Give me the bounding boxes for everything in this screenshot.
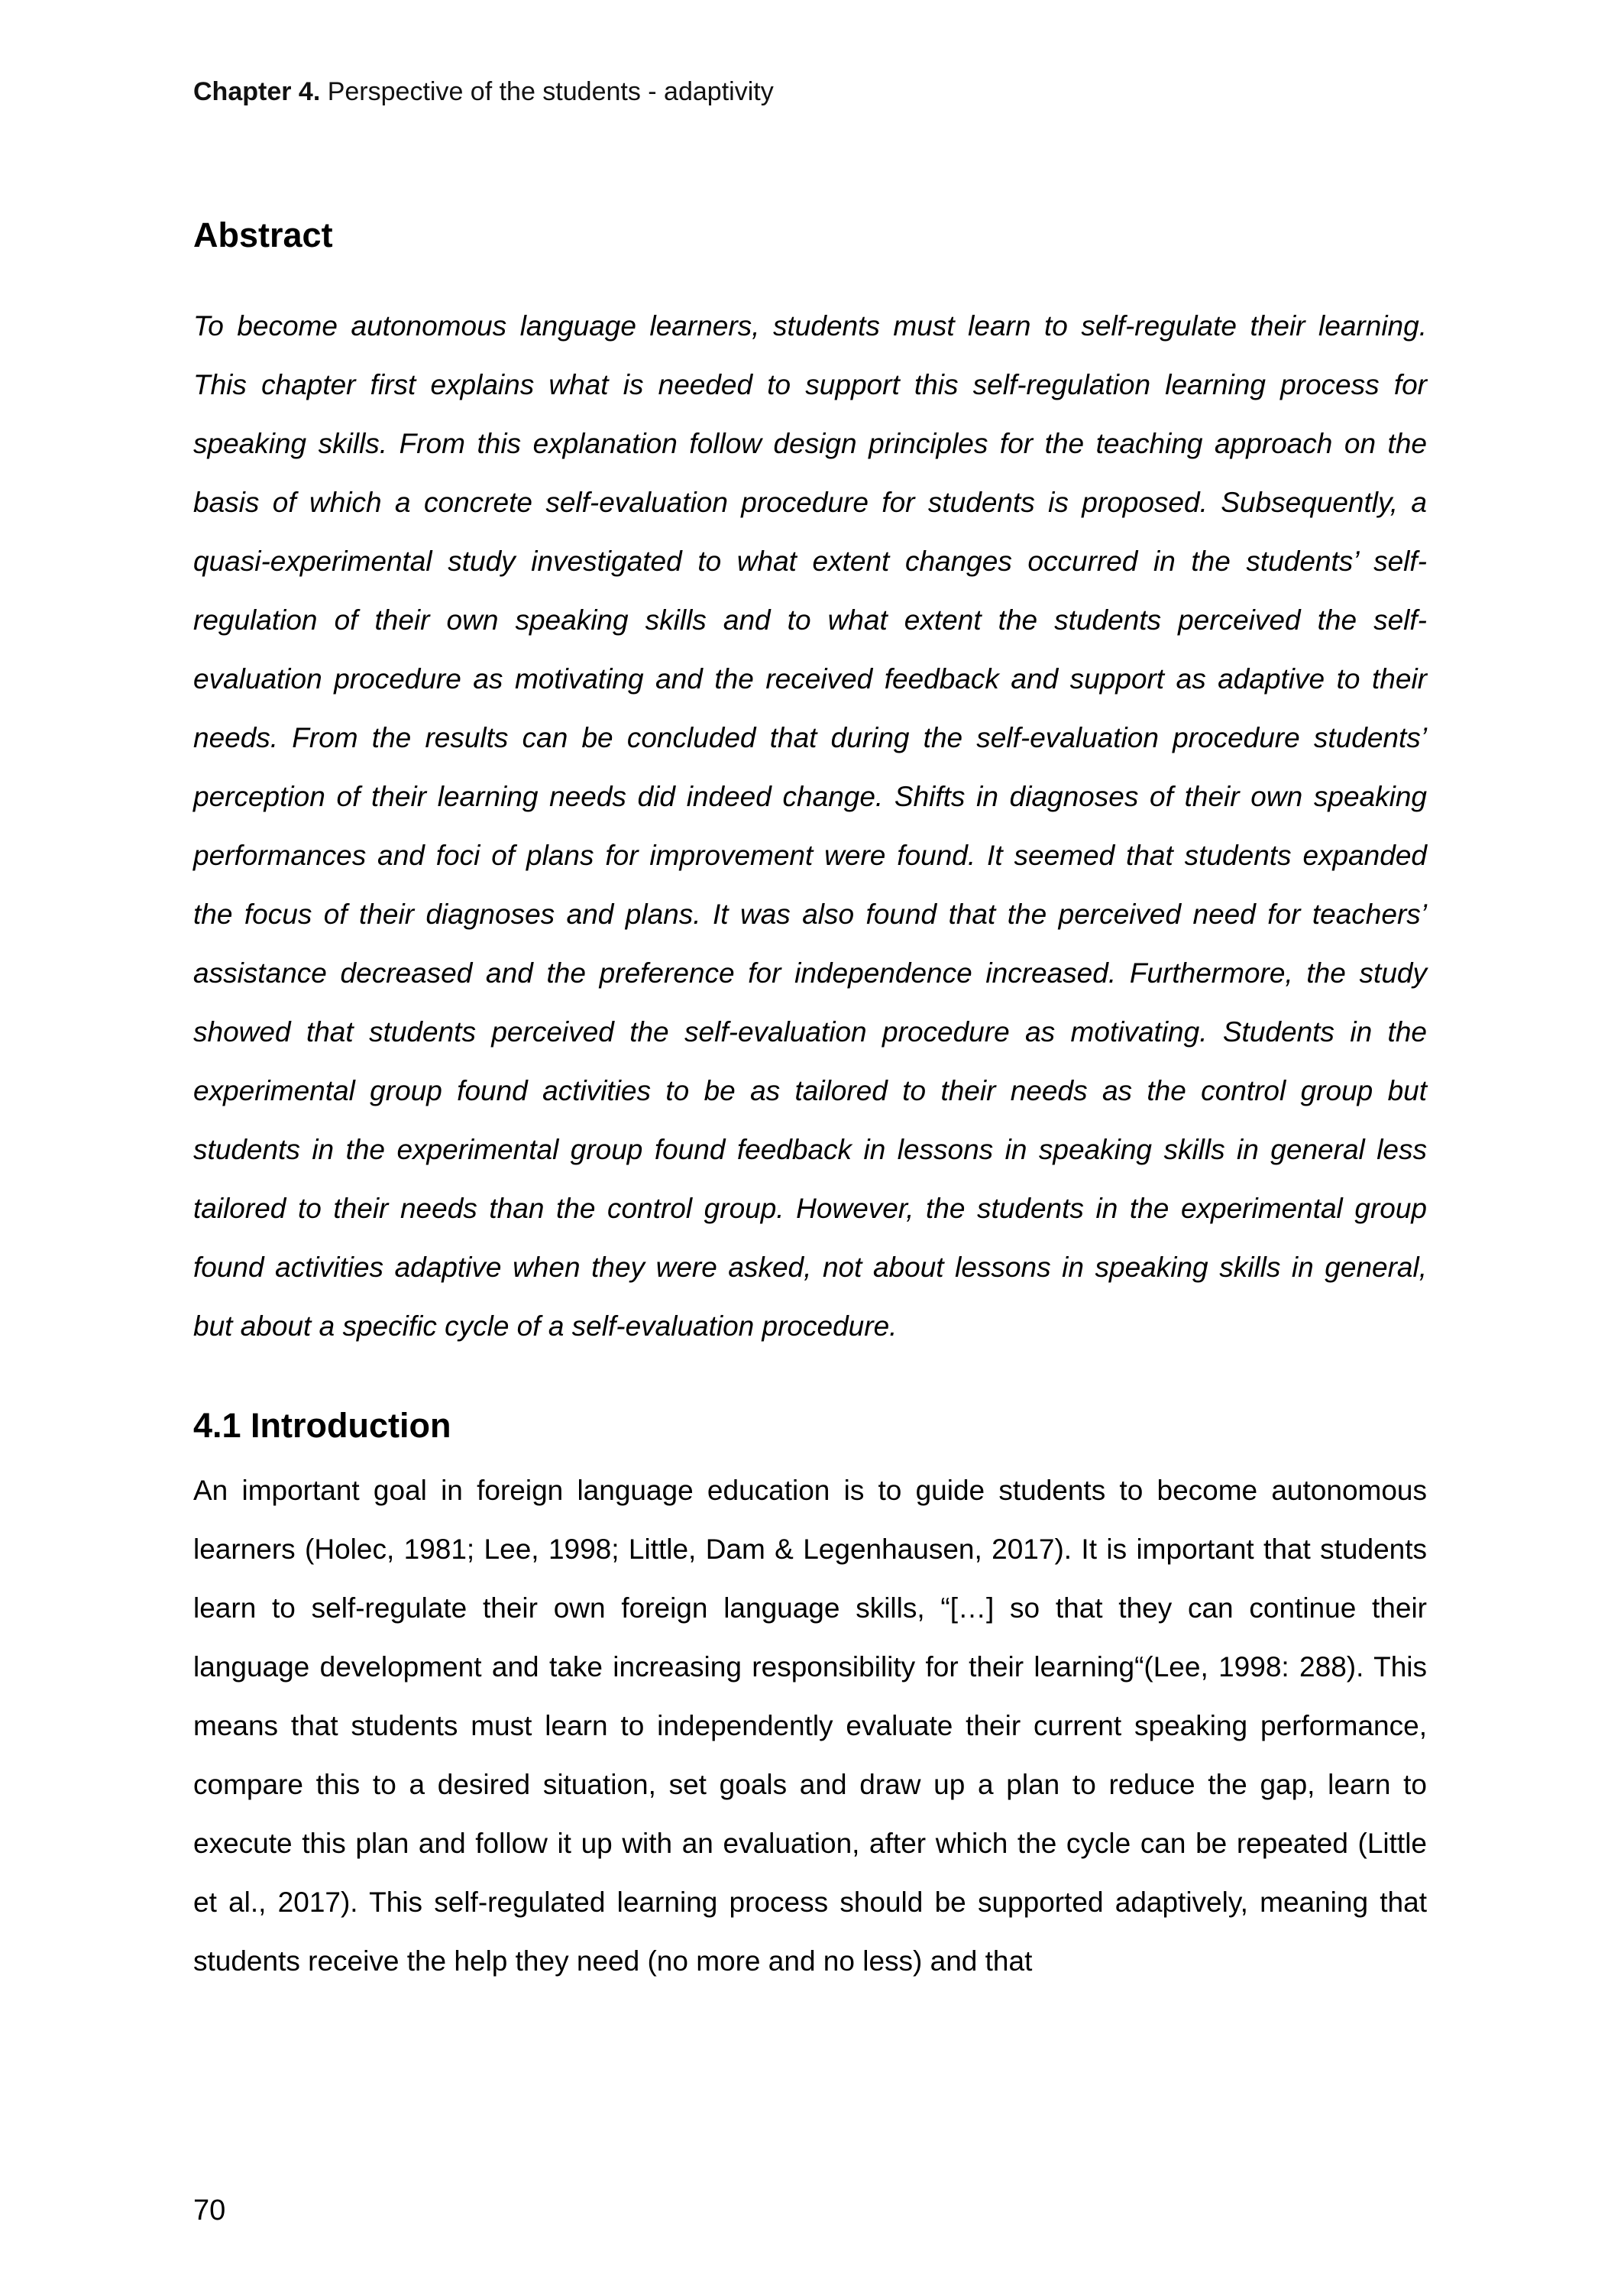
running-header [193, 75, 1427, 108]
page-number: 70 [193, 2194, 226, 2227]
introduction-paragraph: An important goal in foreign language education is to guide students to become autonomous learners (Holec, 1981; Lee, 1998; Little, Dam & Legenhausen, 2017). It is important that students learn to self-regulate their own foreign language skills, “[…] so that they can continue their language development and take increasing responsibility for their learning“(Lee, 1998: 288). This means that students must learn to independently evaluate their current speaking performance, compare this to a desired situation, set goals and draw up a plan to reduce the gap, learn to execute this plan and follow it up with an evaluation, after which the cycle can be repeated (Little et al., 2017). This self-regulated learning process should be supported adaptively, meaning that students receive the help they need (no more and no less) and that [193, 1475, 1427, 1977]
abstract-heading: Abstract [193, 215, 333, 254]
introduction-heading: 4.1 Introduction [193, 1406, 451, 1445]
abstract-paragraph: To become autonomous language learners, students must learn to self-regulate their learning. This chapter first explains what is needed to support this self-regulation learning process for speaking skills. From this explanation follow design principles for the teaching approach on the basis of which a concrete self-evaluation procedure for students is proposed. Subsequently, a quasi-experimental study investigated to what extent changes occurred in the students’ self-regulation of their own speaking skills and to what extent the students perceived the self-evaluation procedure as motivating and the received feedback and support as adaptive to their needs. From the results can be concluded that during the self-evaluation procedure students’ perception of their learning needs did indeed change. Shifts in diagnoses of their own speaking performances and foci of plans for improvement were found. It seemed that students expanded the focus of their diagnoses and plans. It was also found that the perceived need for teachers’ assistance decreased and the preference for independence increased. Furthermore, the study showed that students perceived the self-evaluation procedure as motivating. Students in the experimental group found activities to be as tailored to their needs as the control group but students in the experimental group found feedback in lessons in speaking skills in general less tailored to their needs than the control group. However, the students in the experimental group found activities adaptive when they were asked, not about lessons in speaking skills in general, but about a specific cycle of a self-evaluation procedure. [193, 310, 1427, 1342]
chapter-title: Perspective of the students - adaptivity [320, 77, 774, 106]
chapter-label: Chapter 4. [193, 77, 321, 106]
